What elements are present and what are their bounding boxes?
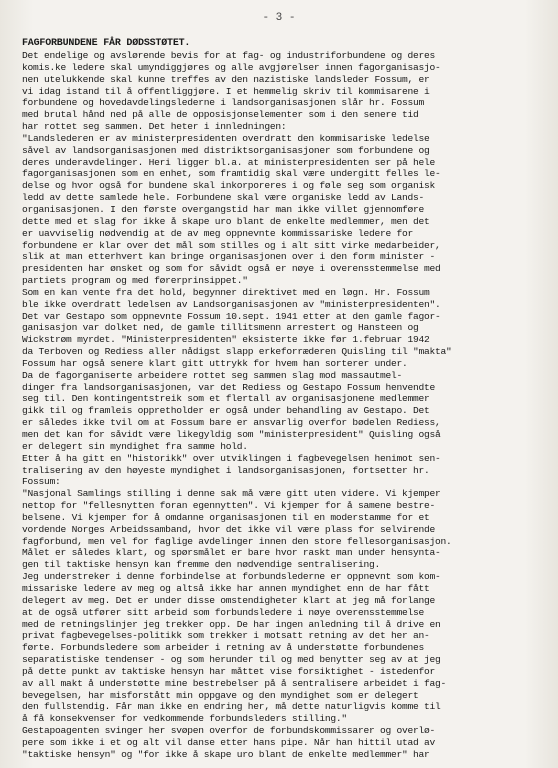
text-line: men det kan for såvidt være likegyldig som "ministerpresident" Quisling også (22, 429, 441, 440)
text-line: gikk til og framleis oppretholder er også under behandling av Gestapo. Det (22, 405, 430, 417)
text-line: Jeg understreker i denne forbindelse at forbundslederne er oppnevnt som kom- (22, 571, 441, 583)
text-line: separatistiske tendenser - og som herunder til og med benytter seg av at jeg (22, 654, 441, 666)
text-line: bevegelsen, har misforstått min oppgave og den myndighet som er delegert (22, 689, 419, 701)
text-line: "Nasjonal Samlings stilling i denne sak må være gitt uten videre. Vi kjemper (22, 488, 441, 500)
text-line: komis.ke ledere skal umyndiggjøres og alle avgjørelser innen fagorganisasjo- (22, 61, 441, 73)
paragraph (22, 50, 540, 133)
article-body (22, 50, 540, 761)
text-line: med de retningslinjer jeg trekker opp. De har ingen anledning til å drive en (22, 618, 441, 630)
text-line: dinger fra landsorganisasjonen, var det Rediess og Gestapo Fossum henvendte (22, 381, 436, 393)
text-line: ganisasjon var dolket ned, de gamle tillitsmenn arrestert og Hansteen og (22, 322, 419, 334)
text-line: Etter å ha gitt en "historikk" over utviklingen i fagbevegelsen henimot sen- (22, 452, 441, 464)
text-line: såvel av landsorganisasjonen med distriktsorganisasjoner som forbundene og (22, 144, 430, 156)
article-title: FAGFORBUNDENE FÅR DØDSSTØTET. (22, 38, 191, 49)
text-line: fagorganisasjonen som en enhet, som framtidig skal være undergitt felles le- (22, 168, 441, 180)
paragraph (22, 287, 540, 453)
text-line: privat fagbevegelses-politikk som trekker i motsatt retning av det her an- (22, 630, 430, 642)
text-line: har rottet seg sammen. Det heter i innledningen: (22, 121, 287, 133)
text-line: missariske ledere av meg og altså ikke har annen myndighet enn de har fått (22, 582, 430, 594)
page-number: - 3 - (262, 12, 296, 24)
text-line: nen utelukkende skal kunne treffes av den nazistiske landsleder Fossum, er (22, 73, 430, 85)
text-line: Wickstrøm myrdet. "Ministerpresidenten" eksisterte ikke før 1.februar 1942 (22, 334, 430, 346)
text-line: forbundene og hovedavdelingslederne i landsorganisasjonen slår hr. Fossum (22, 97, 425, 109)
text-line: Fossum har også senere klart gitt uttrykk for hvem han sorterer under. (22, 357, 408, 369)
text-line: ledd av dette samlede hele. Forbundene skal være organiske ledd av Lands- (22, 192, 425, 204)
text-line: seg til. Den kontingentstreik som et flertall av organisasjonene medlemmer (22, 393, 430, 405)
paragraph (22, 453, 540, 489)
text-line: førte. Forbundsledere som arbeider i retning av å understøtte forbundenes (22, 642, 425, 654)
text-line: å få konsekvenser for vedkommende forbundsleders stilling." (22, 713, 347, 725)
text-line: delegert av meg. Det er under disse omstendigheter klart at jeg må forlange (22, 594, 436, 606)
text-line: på dette punkt av taktiske hensyn har måttet vise forsiktighet - istedenfor (22, 665, 436, 677)
text-line: organisasjonen. I den første overgangstid har man ikke villet gjennomføre (22, 203, 425, 215)
text-line: dette med et slag for ikke å skape uro blant de enkelte medlemmer, men det (22, 215, 430, 227)
text-line: Da de fagorganiserte arbeidere rottet seg sammen slag mod massautmel- (22, 369, 402, 381)
text-line: fagforbund, men vel for faglige avdelinger innen den store fellesorganisasjon. (22, 535, 452, 547)
text-line: gen til taktiske hensyn kan fremme den nødvendige sentralisering. (22, 559, 380, 571)
text-line: partiets program og med førerprinsippet." (22, 275, 248, 287)
text-line: av all makt å understøtte mine bestrebelser på å sentralisere arbeidet i fag- (22, 677, 447, 689)
paragraph (22, 725, 540, 761)
text-line: forbundene er klar over det mål som stilles og i alt sitt virke medarbeider, (22, 239, 441, 251)
text-line: pere som ikke i et og alt vil danse etter hans pipe. Når han hittil utad av (22, 736, 436, 748)
paragraph (22, 488, 540, 571)
text-line: belsene. Vi kjemper for å omdanne organisasjonen til en moderstamme for et (22, 511, 430, 523)
text-line: Som en kan vente fra det hold, begynner direktivet med en løgn. Hr. Fossum (22, 286, 430, 298)
text-line: vordende Norges Arbeidssamband, hvor det ikke vil være plass for selvirende (22, 523, 436, 535)
text-line: nettop for "fellesnytten foran egennytten". Vi kjemper for å samene bestre- (22, 500, 436, 512)
paragraph (22, 571, 540, 725)
text-line: delse og hvor også for bundene skal inkorporeres i og føle seg som organisk (22, 180, 436, 192)
text-line: deres underavdelinger. Heri ligger bl.a. at ministerpresidenten ser på hele (22, 156, 436, 168)
text-line: med brutal hånd ned på alle de opposisjonselementer som i den senere tid (22, 109, 419, 121)
text-line: Målet er således klart, og spørsmålet er bare hvor raskt man under hensynta- (22, 547, 441, 559)
text-line: "taktiske hensyn" og "for ikke å skape uro blant de enkelte medlemmer" har (22, 748, 430, 760)
text-line: den fullstendig. Får man ikke en endring her, må dette naturligvis komme til (22, 701, 441, 713)
text-line: er uavviselig nødvendig at de av meg oppnevnte kommissariske ledere for (22, 227, 414, 239)
text-line: vi idag istand til å offentliggjøre. I et hemmelig skriv til kommisarene i (22, 85, 430, 97)
text-line: Fossum: (22, 476, 61, 488)
text-line: "Landslederen er av ministerpresidenten overdratt den kommisariske ledelse (22, 132, 430, 144)
paragraph (22, 133, 540, 287)
text-line: presidenten har ønsket og som for såvidt også er nøye i overensstemmelse med (22, 263, 441, 275)
text-line: er således ikke tvil om at Fossum bare er ansvarlig overfor bødelen Rediess, (22, 417, 441, 429)
text-line: ble ikke overdratt ledelsen av Landsorganisasjonen av "ministerpresidenten". (22, 298, 441, 310)
text-line: tralisering av den høyeste myndighet i landsorganisasjonen, fortsetter hr. (22, 464, 430, 476)
text-line: Det endelige og avslørende bevis for at fag- og industriforbundene og deres (22, 50, 436, 61)
text-line: at de også utfører sitt arbeid som forbundsledere i nøye overensstemmelse (22, 606, 425, 618)
text-line: da Terboven og Rediess aller nådigst slapp erkeforræderen Quisling til "makta" (22, 346, 452, 358)
text-line: er delegert sin myndighet fra samme hold. (22, 440, 248, 452)
text-line: slik at man etterhvert kan bringe organisasjonen over i den form minister - (22, 251, 436, 263)
text-line: Gestapoagenten svinger her svøpen overfor de forbundskommissarer og overlø- (22, 725, 436, 737)
text-line: Det var Gestapo som oppnevnte Fossum 10.sept. 1941 etter at den gamle fagor- (22, 310, 441, 322)
